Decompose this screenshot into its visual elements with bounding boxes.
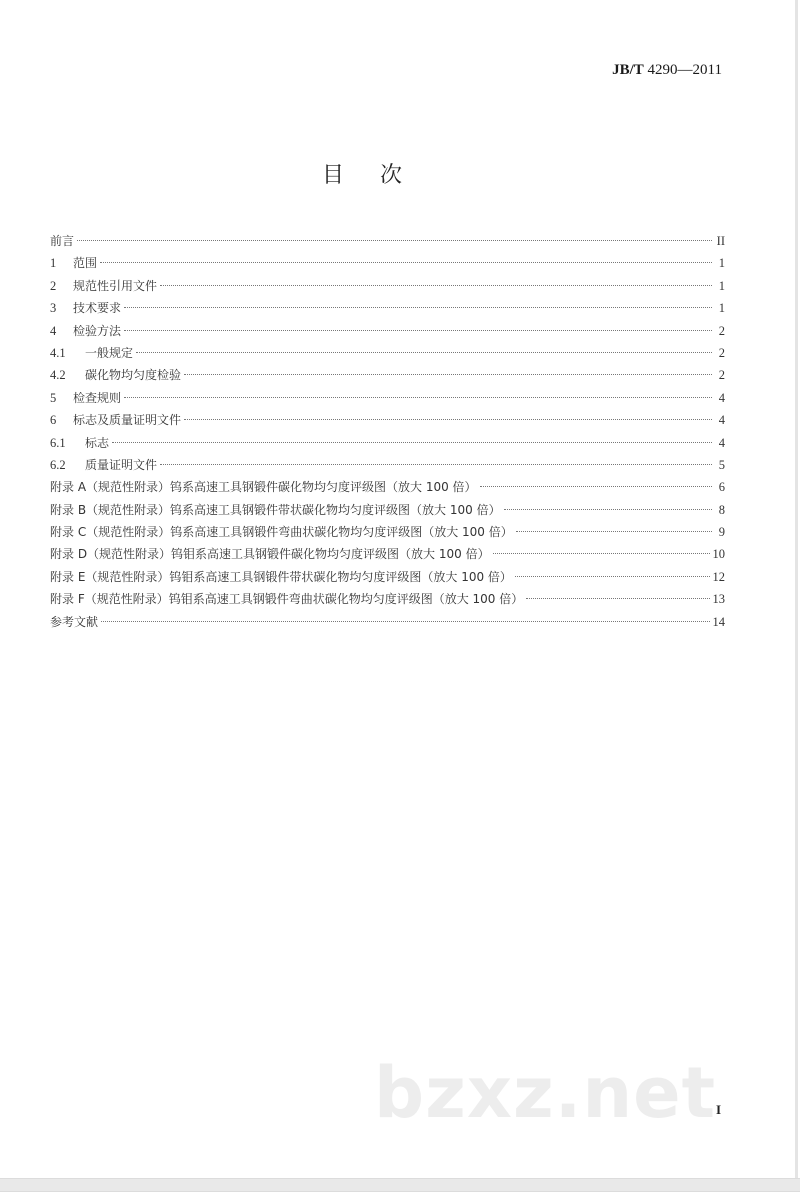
- toc-page: 5: [718, 457, 725, 472]
- toc-entry-appendix-d[interactable]: [50, 543, 725, 565]
- toc-entry-6-1[interactable]: [50, 432, 725, 454]
- toc-entry-preface[interactable]: [50, 230, 725, 252]
- toc-number: 5: [50, 390, 57, 405]
- toc-entry-6-2[interactable]: [50, 454, 725, 476]
- toc-entry-1[interactable]: [50, 252, 725, 274]
- toc-number: 6.1: [50, 435, 66, 450]
- toc-page: 1: [718, 278, 725, 293]
- toc-label: 前言: [50, 234, 75, 248]
- toc-number: 6: [50, 413, 57, 428]
- toc-number: 6.2: [50, 457, 66, 472]
- dot-leader: [124, 330, 712, 331]
- toc-entry-4[interactable]: [50, 320, 725, 342]
- dot-leader: [100, 262, 712, 263]
- toc-page: II: [716, 234, 725, 248]
- dot-leader: [77, 240, 712, 241]
- toc-entry-appendix-c[interactable]: [50, 521, 725, 543]
- toc-label: 参考文献: [50, 614, 99, 629]
- dot-leader: [184, 374, 712, 375]
- toc-number: 1: [50, 256, 57, 271]
- toc-number: 3: [50, 301, 57, 316]
- toc-entry-4-2[interactable]: [50, 364, 725, 386]
- toc-number: 4.1: [50, 345, 66, 360]
- toc-label: 标志及质量证明文件: [73, 413, 182, 428]
- toc-label: 附录 A（规范性附录）钨系高速工具钢锻件碳化物均匀度评级图（放大 100 倍）: [50, 480, 477, 495]
- toc-label: 一般规定: [85, 345, 134, 360]
- toc-label: 标志: [85, 435, 110, 450]
- dot-leader: [124, 307, 712, 308]
- standard-number: 4290—2011: [647, 62, 722, 78]
- toc-page: 2: [718, 323, 725, 338]
- toc-label: 规范性引用文件: [73, 278, 158, 293]
- dot-leader: [184, 419, 712, 420]
- toc-entry-5[interactable]: [50, 387, 725, 409]
- toc-label: 检验方法: [73, 323, 122, 338]
- toc-entry-3[interactable]: [50, 297, 725, 319]
- toc-number: 4.2: [50, 368, 66, 383]
- toc-entry-appendix-a[interactable]: [50, 476, 725, 498]
- standard-prefix: JB/T: [612, 62, 644, 78]
- toc-label: 范围: [73, 256, 98, 271]
- standard-code: [612, 62, 722, 79]
- dot-leader: [136, 352, 712, 353]
- toc-number: 2: [50, 278, 57, 293]
- page-title: 目次: [321, 163, 438, 188]
- toc-page: 2: [718, 368, 725, 383]
- page-number: I: [716, 1102, 722, 1117]
- toc-label: 技术要求: [73, 301, 122, 316]
- toc-label: 附录 D（规范性附录）钨钼系高速工具钢锻件碳化物均匀度评级图（放大 100 倍）: [50, 547, 490, 562]
- table-of-contents: [50, 230, 725, 633]
- toc-page: 6: [718, 480, 725, 495]
- dot-leader: [480, 486, 712, 487]
- toc-entry-2[interactable]: [50, 275, 725, 297]
- toc-label: 碳化物均匀度检验: [85, 368, 182, 383]
- toc-page: 10: [712, 547, 725, 562]
- watermark: bzxz.net: [374, 1052, 717, 1134]
- toc-entry-4-1[interactable]: [50, 342, 725, 364]
- page-right-edge: [795, 0, 798, 1178]
- toc-entry-appendix-b[interactable]: [50, 499, 725, 521]
- toc-page: 4: [718, 390, 725, 405]
- toc-page: 9: [718, 525, 725, 540]
- dot-leader: [493, 553, 710, 554]
- toc-page: 8: [718, 502, 725, 517]
- toc-entry-references[interactable]: [50, 611, 725, 633]
- dot-leader: [112, 442, 712, 443]
- toc-label: 检查规则: [73, 390, 122, 405]
- toc-page: 1: [718, 256, 725, 271]
- toc-page: 12: [712, 569, 725, 584]
- dot-leader: [526, 598, 709, 599]
- toc-label: 附录 B（规范性附录）钨系高速工具钢锻件带状碳化物均匀度评级图（放大 100 倍）: [50, 502, 501, 517]
- dot-leader: [516, 531, 712, 532]
- toc-label: 附录 C（规范性附录）钨系高速工具钢锻件弯曲状碳化物均匀度评级图（放大 100 倍）: [50, 525, 513, 540]
- dot-leader: [515, 576, 710, 577]
- toc-page: 4: [718, 413, 725, 428]
- toc-page: 2: [718, 345, 725, 360]
- toc-page: 4: [718, 435, 725, 450]
- toc-page: 13: [712, 592, 725, 607]
- page-separator: [0, 1178, 800, 1192]
- toc-page: 1: [718, 301, 725, 316]
- toc-label: 质量证明文件: [85, 457, 158, 472]
- dot-leader: [504, 509, 712, 510]
- toc-page: 14: [712, 614, 725, 629]
- toc-entry-appendix-e[interactable]: [50, 566, 725, 588]
- dot-leader: [160, 285, 712, 286]
- toc-number: 4: [50, 323, 57, 338]
- dot-leader: [101, 621, 709, 622]
- toc-entry-appendix-f[interactable]: [50, 588, 725, 610]
- toc-label: 附录 F（规范性附录）钨钼系高速工具钢锻件弯曲状碳化物均匀度评级图（放大 100 倍）: [50, 592, 524, 607]
- toc-label: 附录 E（规范性附录）钨钼系高速工具钢锻件带状碳化物均匀度评级图（放大 100 倍）: [50, 569, 512, 584]
- toc-entry-6[interactable]: [50, 409, 725, 431]
- dot-leader: [160, 464, 712, 465]
- dot-leader: [124, 397, 712, 398]
